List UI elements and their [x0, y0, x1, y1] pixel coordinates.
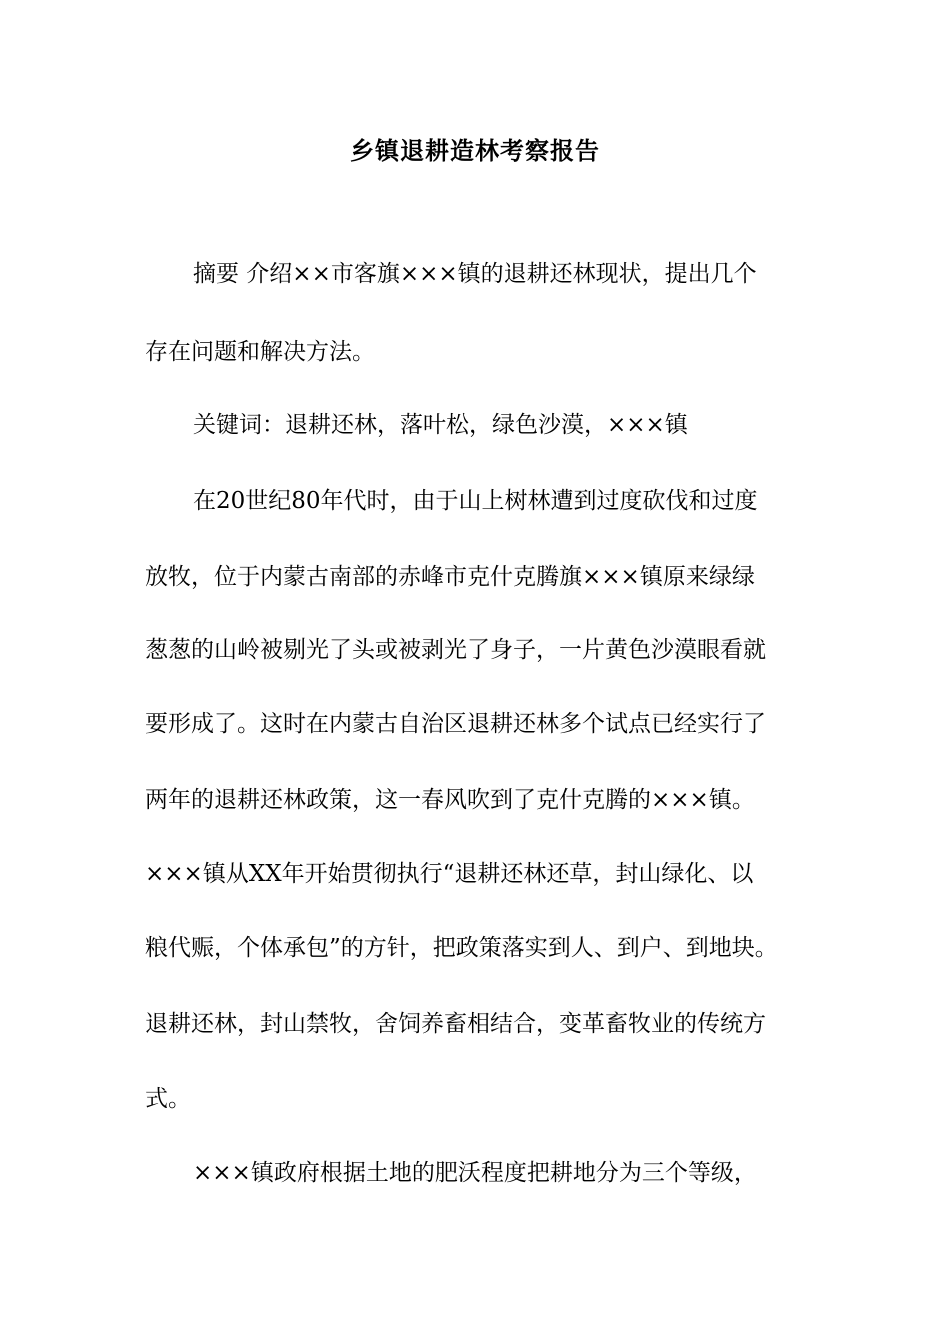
- abstract-line-2: 存在问题和解决方法。: [145, 339, 375, 365]
- paragraph-1-line-3: 葱葱的山岭被剔光了头或被剥光了身子，一片黄色沙漠眼看就: [145, 637, 766, 663]
- document-title: 乡镇退耕造林考察报告: [350, 136, 600, 165]
- keywords-line: 关键词：退耕还林，落叶松，绿色沙漠，×××镇: [193, 412, 688, 438]
- paragraph-1-line-2: 放牧，位于内蒙古南部的赤峰市克什克腾旗×××镇原来绿绿: [145, 564, 755, 590]
- paragraph-1-line-6: ×××镇从XX年开始贯彻执行“退耕还林还草，封山绿化、以: [145, 861, 754, 887]
- paragraph-1-line-9: 式。: [145, 1086, 191, 1112]
- paragraph-1-line-7: 粮代赈，个体承包”的方针，把政策落实到人、到户、到地块。: [145, 935, 778, 961]
- paragraph-1-line-8: 退耕还林，封山禁牧，舍饲养畜相结合，变革畜牧业的传统方: [145, 1011, 766, 1037]
- abstract-line-1: 摘要 介绍××市客旗×××镇的退耕还林现状，提出几个: [193, 261, 757, 287]
- paragraph-1-line-5: 两年的退耕还林政策，这一春风吹到了克什克腾的×××镇。: [145, 787, 755, 813]
- paragraph-1-line-4: 要形成了。这时在内蒙古自治区退耕还林多个试点已经实行了: [145, 711, 766, 737]
- paragraph-1-line-1: 在20世纪80年代时，由于山上树林遭到过度砍伐和过度: [193, 488, 758, 514]
- paragraph-2-line-1: ×××镇政府根据土地的肥沃程度把耕地分为三个等级，: [193, 1160, 757, 1186]
